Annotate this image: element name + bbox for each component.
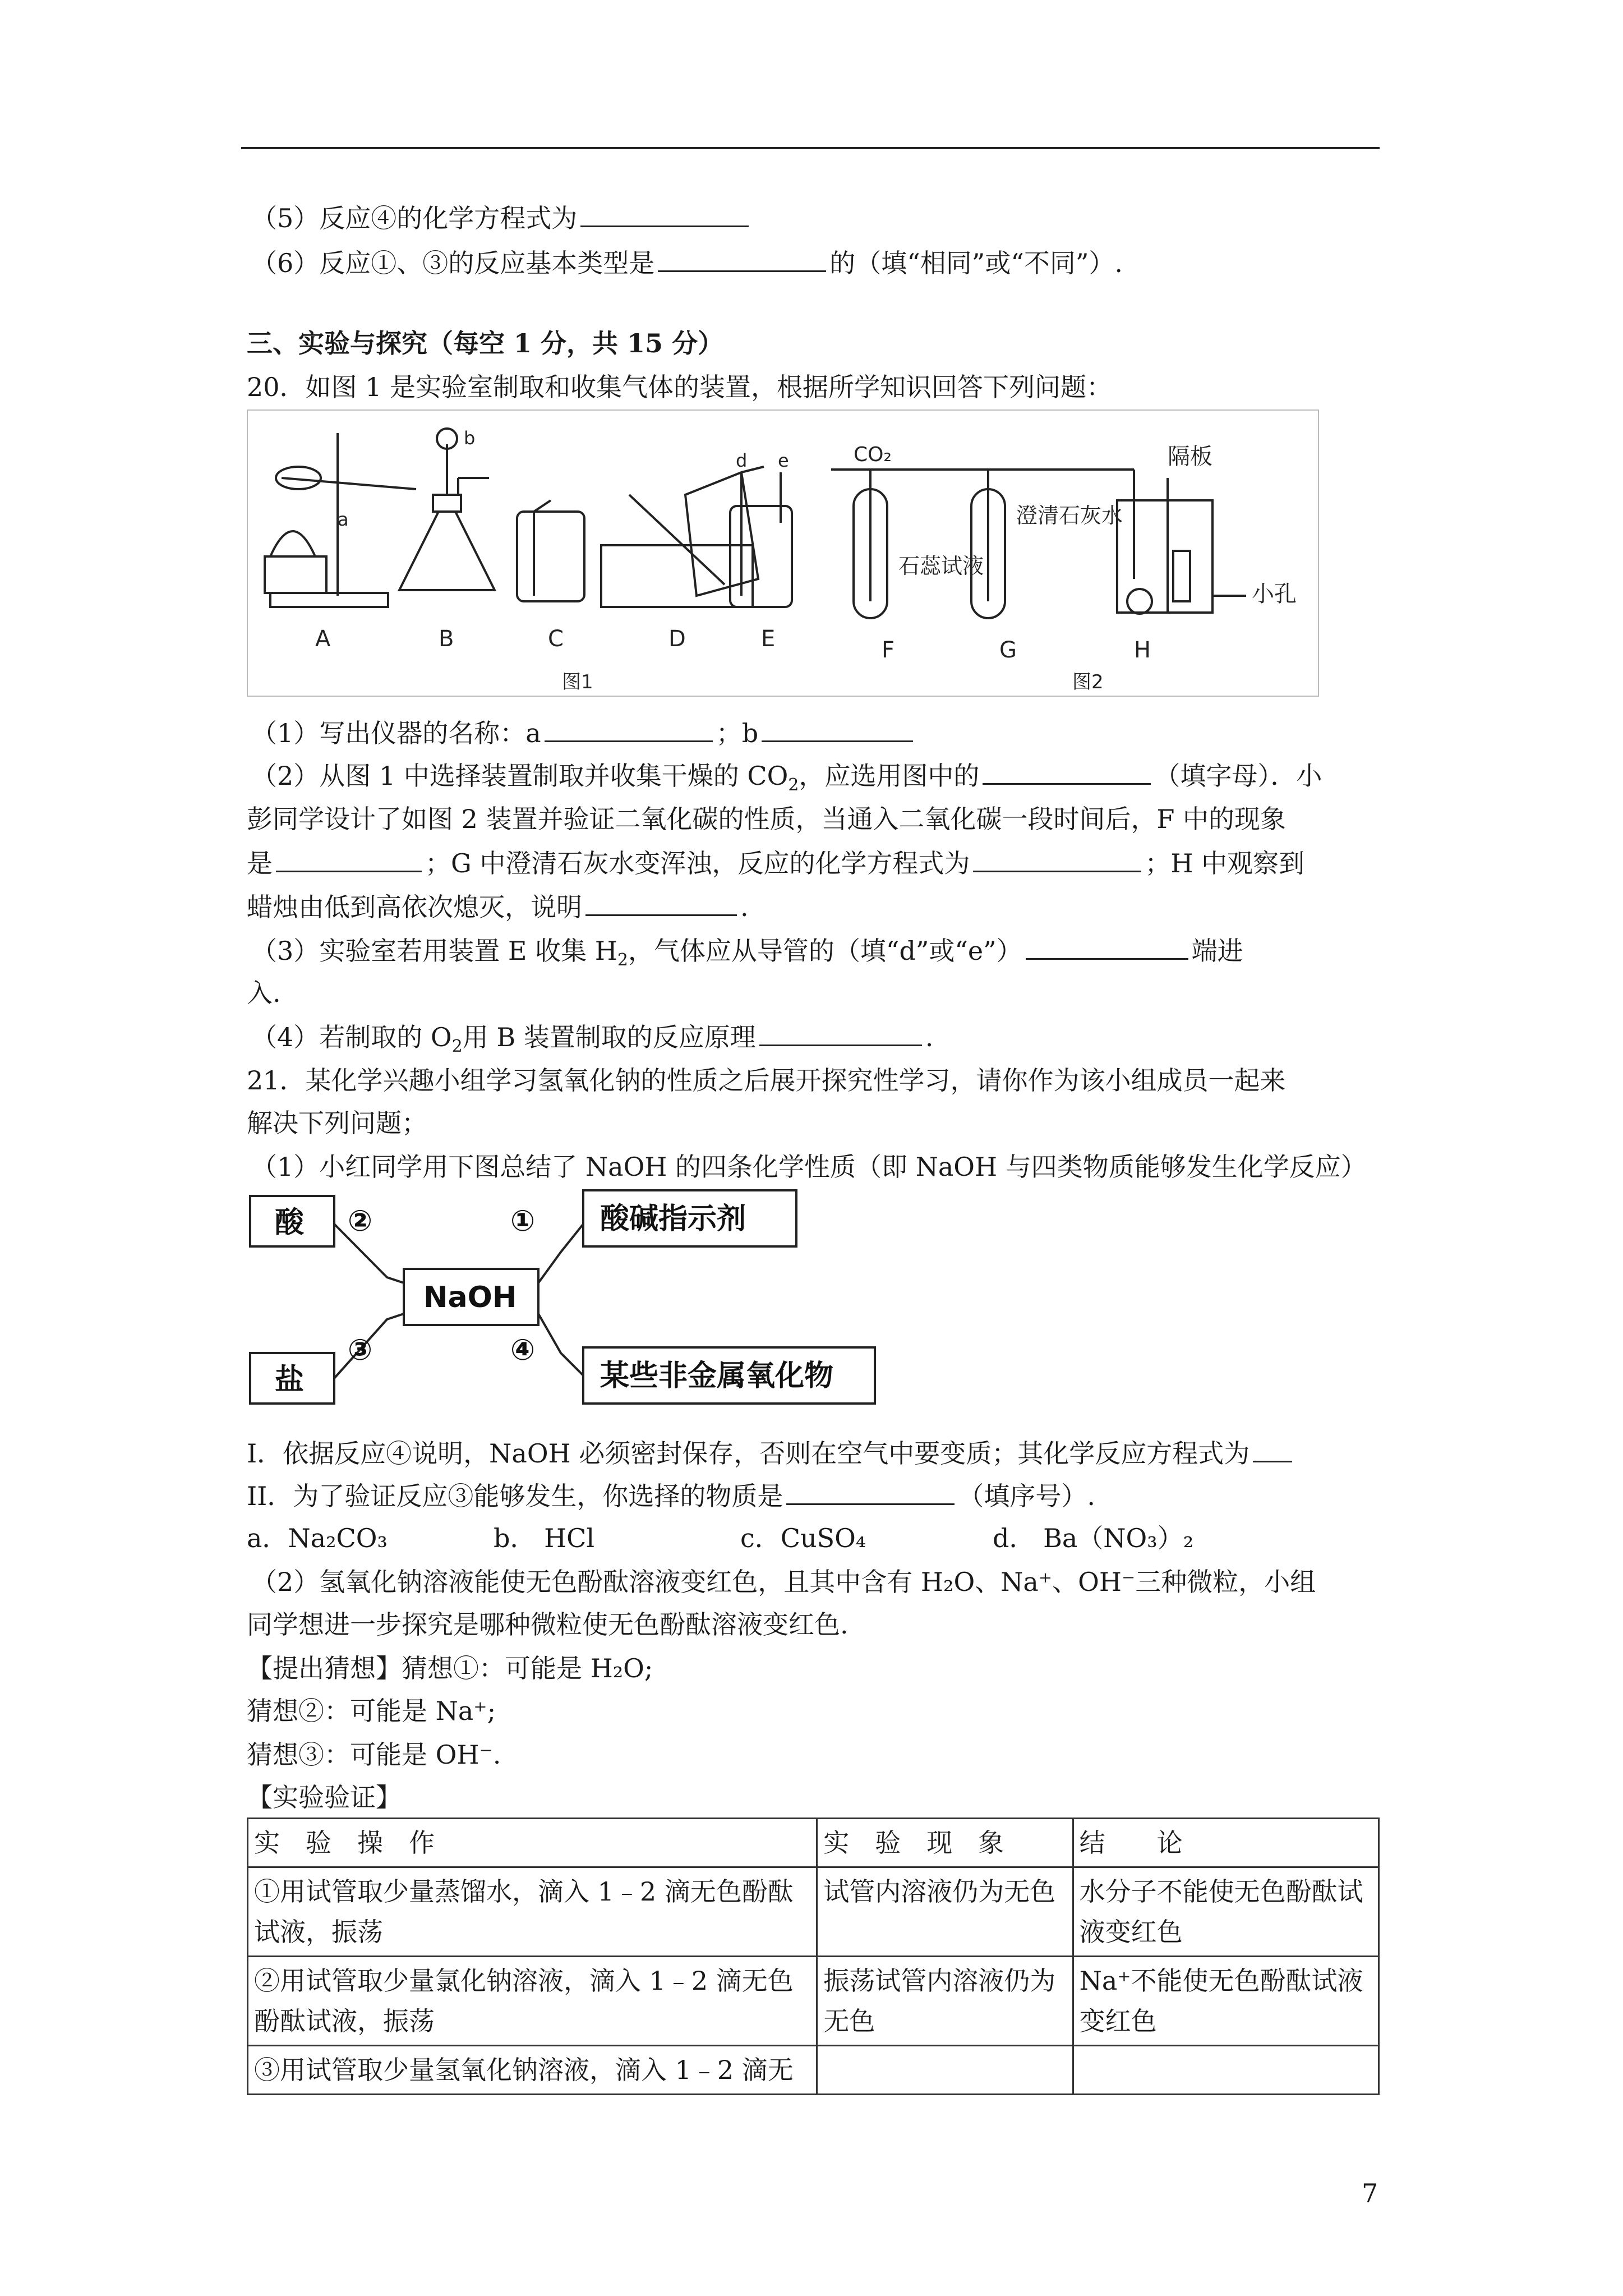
- q21-II-text-a: II．为了验证反应③能够发生，你选择的物质是: [247, 1481, 783, 1511]
- fig-label-small-d: d: [736, 450, 748, 471]
- q20-2-blank-phenomenon[interactable]: [276, 846, 422, 872]
- fig-label-b: B: [439, 626, 454, 652]
- q5-answer-blank[interactable]: [580, 201, 749, 227]
- q20-1-text-a: （1）写出仪器的名称：a: [251, 718, 541, 748]
- guess-2: 猜想②：可能是 Na⁺;: [247, 1696, 496, 1726]
- fig-label-h: H: [1134, 637, 1151, 663]
- guess-3: 猜想③：可能是 OH⁻.: [247, 1740, 501, 1770]
- q20-1-blank-b[interactable]: [762, 716, 913, 742]
- fig-partition-label: 隔板: [1168, 444, 1212, 470]
- q21-stem-line-2: 解决下列问题；: [247, 1108, 427, 1138]
- q20-2-text-d: 是: [247, 848, 273, 878]
- q20-part-1: [251, 716, 916, 750]
- table-cell-answer[interactable]: [1073, 2046, 1378, 2095]
- diagram-num-3: ③: [348, 1333, 373, 1367]
- table-header-operation: 实 验 操 作: [248, 1819, 817, 1867]
- q21-part-2-line-1: （2）氢氧化钠溶液能使无色酚酞溶液变红色，且其中含有 H₂O、Na⁺、OH⁻三种微粒，小组: [251, 1567, 1316, 1597]
- experiment-table: [247, 1818, 1380, 2095]
- fig-label-small-e: e: [778, 450, 789, 471]
- option-b: b． HCl: [494, 1523, 595, 1553]
- question-6: [251, 246, 1123, 280]
- option-c: c．CuSO₄: [740, 1523, 866, 1553]
- q20-part-3: （3）实验室若用装置 E 收集 $H_2$，气体应从导管的（填“d”或“e”） 端进: [251, 933, 1243, 977]
- diagram-oxide: 某些非金属氧化物: [600, 1359, 834, 1393]
- guess-1: 【提出猜想】猜想①：可能是 H₂O;: [247, 1653, 653, 1683]
- q20-2-blank-letters[interactable]: [983, 758, 1151, 785]
- table-cell: 振荡试管内溶液仍为无色: [817, 1957, 1073, 2046]
- fig-limewater-label: 澄清石灰水: [1016, 503, 1123, 528]
- table-cell: ②用试管取少量氯化钠溶液，滴入 1﹣2 滴无色酚酞试液，振荡: [248, 1957, 817, 2046]
- option-a: a．Na₂CO₃: [247, 1523, 388, 1553]
- naoh-properties-diagram: [247, 1185, 886, 1406]
- q21-I-text: I．依据反应④说明，NaOH 必须密封保存，否则在空气中要变质；其化学反应方程式为: [247, 1438, 1250, 1469]
- diagram-naoh: NaOH: [423, 1281, 517, 1314]
- q20-4-text-a: （4）若制取的 O: [251, 1022, 452, 1052]
- q20-part-2-line-3: [247, 846, 1304, 880]
- table-cell: Na⁺不能使无色酚酞试液变红色: [1073, 1957, 1378, 2046]
- naoh-diagram-drawing: [247, 1185, 886, 1406]
- diagram-salt: 盐: [275, 1363, 305, 1397]
- q6-answer-blank[interactable]: [658, 246, 826, 272]
- fig-label-g: G: [999, 637, 1017, 663]
- q20-2-text-f: ；H 中观察到: [1145, 848, 1305, 878]
- q20-3-text-a: （3）实验室若用装置 E 收集 H: [251, 936, 617, 966]
- q20-4-text-b: 用 B 装置制取的反应原理: [462, 1022, 756, 1052]
- page-number: 7: [1362, 2178, 1378, 2208]
- diagram-acid: 酸: [275, 1206, 305, 1240]
- q20-part-3-cont: 入.: [247, 978, 281, 1008]
- fig2-caption: 图2: [1072, 671, 1104, 693]
- fig-label-e: E: [761, 626, 776, 652]
- q21-I-blank[interactable]: [1253, 1436, 1292, 1462]
- fig-hole-label: 小孔: [1252, 581, 1297, 607]
- table-header-phenomenon: 实 验 现 象: [817, 1819, 1073, 1867]
- fig-label-small-b: b: [464, 427, 476, 449]
- fig1-caption: 图1: [562, 671, 593, 693]
- q20-part-2-line-4: [247, 890, 749, 924]
- q20-1-text-b: ；b: [716, 718, 759, 748]
- q21-II-blank[interactable]: [786, 1479, 955, 1505]
- q20-2-text-c: （填字母）．小: [1154, 761, 1322, 791]
- diagram-num-1: ①: [510, 1204, 536, 1238]
- q21-stem-line-1: 21．某化学兴趣小组学习氢氧化钠的性质之后展开探究性学习，请你作为该小组成员一起来: [247, 1065, 1286, 1096]
- table-cell-answer[interactable]: [817, 2046, 1073, 2095]
- fig-label-f: F: [882, 637, 895, 663]
- diagram-num-2: ②: [348, 1204, 373, 1238]
- diagram-num-4: ④: [510, 1333, 536, 1367]
- fig-label-small-a: a: [338, 509, 349, 530]
- option-d: d． Ba（NO₃）₂: [993, 1523, 1194, 1553]
- q20-4-text-c: .: [925, 1022, 934, 1052]
- table-row: [248, 1957, 1379, 2046]
- table-row: [248, 2046, 1379, 2095]
- apparatus-drawing: [248, 411, 1318, 696]
- table-header-row: [248, 1819, 1379, 1867]
- fig-co2-label: CO₂: [854, 443, 892, 466]
- q20-3-blank[interactable]: [1026, 933, 1188, 960]
- q20-3-text-c: 端进: [1191, 936, 1243, 966]
- verify-heading: 【实验验证】: [247, 1782, 402, 1812]
- header-rule: [241, 147, 1380, 149]
- table-cell: 水分子不能使无色酚酞试液变红色: [1073, 1867, 1378, 1957]
- table-row: [248, 1867, 1379, 1957]
- fig-label-c: C: [548, 626, 564, 652]
- q6-text-a: （6）反应①、③的反应基本类型是: [251, 248, 655, 278]
- q20-part-4: （4）若制取的 $O_2$用 B 装置制取的反应原理 .: [251, 1020, 933, 1064]
- fig-label-a: A: [315, 626, 331, 652]
- q20-1-blank-a[interactable]: [545, 716, 713, 742]
- q20-2-text-a: （2）从图 1 中选择装置制取并收集干燥的 CO: [251, 761, 789, 791]
- q20-4-blank[interactable]: [759, 1020, 922, 1046]
- q6-text-b: 的（填“相同”或“不同”）.: [829, 248, 1123, 278]
- q20-2-blank-equation[interactable]: [973, 846, 1141, 872]
- question-20-stem: 20．如图 1 是实验室制取和收集气体的装置，根据所学知识回答下列问题：: [247, 372, 1113, 402]
- question-5: [251, 201, 752, 235]
- table-cell: ①用试管取少量蒸馏水，滴入 1﹣2 滴无色酚酞试液，振荡: [248, 1867, 817, 1957]
- table-cell: 试管内溶液仍为无色: [817, 1867, 1073, 1957]
- fig-litmus-label: 石蕊试液: [898, 554, 984, 578]
- q20-2-text-b: ，应选用图中的: [799, 761, 980, 791]
- q21-part-1: （1）小红同学用下图总结了 NaOH 的四条化学性质（即 NaOH 与四类物质能够发生化学反应）: [251, 1152, 1367, 1182]
- q21-part-2-line-2: 同学想进一步探究是哪种微粒使无色酚酞溶液变红色.: [247, 1609, 849, 1640]
- q20-2-text-h: .: [740, 892, 749, 922]
- q21-II-text-b: （填序号）.: [958, 1481, 1095, 1511]
- table-header-conclusion: 结 论: [1073, 1819, 1378, 1867]
- q20-part-2-line-1: （2）从图 1 中选择装置制取并收集干燥的 $CO_2$，应选用图中的 （填字母）．小: [251, 758, 1322, 802]
- diagram-indicator: 酸碱指示剂: [600, 1202, 746, 1236]
- q20-3-text-b: ，气体应从导管的（填“d”或“e”）: [628, 936, 1022, 966]
- q20-2-text-e: ；G 中澄清石灰水变浑浊，反应的化学方程式为: [425, 848, 970, 878]
- q21-part-I: [247, 1436, 1295, 1470]
- section-3-heading: 三、实验与探究（每空 1 分，共 15 分）: [247, 328, 724, 358]
- q21-part-II: [247, 1479, 1095, 1513]
- q20-2-text-g: 蜡烛由低到高依次熄灭，说明: [247, 892, 582, 922]
- apparatus-figure: [247, 409, 1319, 697]
- q20-part-2-line-2: 彭同学设计了如图 2 装置并验证二氧化碳的性质，当通入二氧化碳一段时间后，F 中的现象: [247, 804, 1287, 834]
- q5-text: （5）反应④的化学方程式为: [251, 203, 578, 233]
- q20-2-blank-conclusion[interactable]: [585, 890, 737, 916]
- table-cell: ③用试管取少量氢氧化钠溶液，滴入 1﹣2 滴无: [248, 2046, 817, 2095]
- fig-label-d: D: [668, 626, 686, 652]
